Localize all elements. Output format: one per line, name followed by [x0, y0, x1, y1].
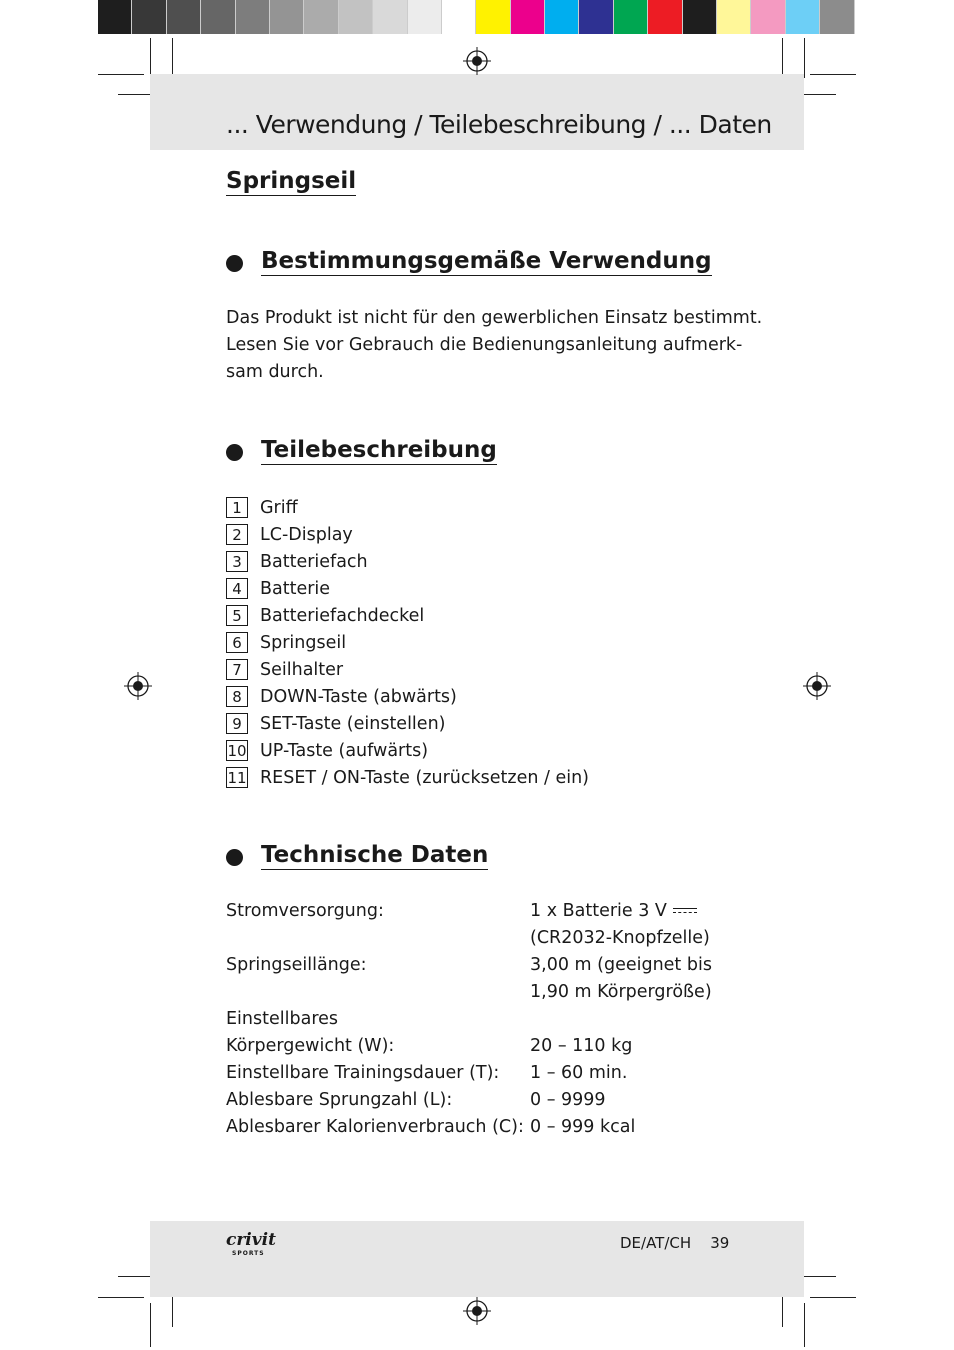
crop-mark [810, 1297, 856, 1298]
color-swatch [373, 0, 407, 34]
crop-mark [150, 38, 151, 78]
part-label: Springseil [260, 632, 347, 653]
spec-label: Springseillänge: [226, 955, 367, 975]
spec-label: Körpergewicht (W): [226, 1036, 395, 1056]
usage-line: sam durch. [226, 362, 324, 382]
color-swatch [717, 0, 751, 34]
section-bullet-icon [226, 444, 243, 461]
list-item [226, 764, 589, 791]
table-row [226, 898, 712, 925]
tech-specs-table [226, 898, 712, 1141]
part-number: 7 [226, 659, 248, 680]
part-number: 1 [226, 497, 248, 518]
color-calibration-strip [98, 0, 856, 36]
color-swatch [132, 0, 166, 34]
spec-value: 0 – 9999 [530, 1090, 606, 1110]
list-item [226, 548, 589, 575]
part-number: 8 [226, 686, 248, 707]
spec-label: Ablesbare Sprungzahl (L): [226, 1090, 453, 1110]
color-swatch [442, 0, 476, 34]
list-item [226, 656, 589, 683]
part-label: UP-Taste (aufwärts) [260, 740, 429, 761]
page-number: 39 [710, 1234, 730, 1252]
part-number: 6 [226, 632, 248, 653]
crop-mark [98, 74, 144, 75]
spec-value: 20 – 110 kg [530, 1036, 633, 1056]
spec-label: Einstellbares [226, 1009, 339, 1029]
table-row [226, 1033, 712, 1060]
list-item [226, 737, 589, 764]
spec-value [530, 898, 697, 925]
product-title: Springseil [226, 168, 357, 194]
color-swatch [579, 0, 613, 34]
section-bullet-icon [226, 849, 243, 866]
color-swatch [786, 0, 820, 34]
registration-mark-icon [802, 671, 832, 701]
list-item [226, 494, 589, 521]
page-header-title: ... Verwendung / Teilebeschreibung / ... Daten [226, 110, 772, 139]
dc-symbol-icon [673, 906, 697, 916]
color-swatch [98, 0, 132, 34]
spec-value: 3,00 m (geeignet bis [530, 955, 712, 975]
footer-locale-page [620, 1234, 729, 1252]
list-item [226, 710, 589, 737]
color-swatch [545, 0, 579, 34]
spec-value: 1 – 60 min. [530, 1063, 628, 1083]
crop-mark [98, 1297, 144, 1298]
spec-value: 1,90 m Körpergröße) [530, 982, 712, 1002]
part-label: LC-Display [260, 524, 353, 545]
spec-value: (CR2032-Knopfzelle) [530, 928, 710, 948]
brand-logo-sub: SPORTS [232, 1250, 265, 1257]
table-row [226, 1006, 712, 1033]
list-item [226, 575, 589, 602]
footer-locale: DE/AT/CH [620, 1234, 692, 1252]
part-number: 2 [226, 524, 248, 545]
crop-mark [804, 38, 805, 78]
crop-mark [810, 74, 856, 75]
table-row [226, 952, 712, 979]
spec-label: Einstellbare Trainingsdauer (T): [226, 1063, 500, 1083]
table-row [226, 1087, 712, 1114]
part-label: Seilhalter [260, 659, 344, 680]
spec-value-text: 1 x Batterie 3 V [530, 901, 667, 921]
table-row [226, 925, 712, 952]
part-label: Batteriefach [260, 551, 368, 572]
crop-mark [172, 1293, 173, 1327]
table-row [226, 1114, 712, 1141]
part-number: 9 [226, 713, 248, 734]
section-heading-tech: Technische Daten [261, 842, 489, 868]
color-swatch [408, 0, 442, 34]
list-item [226, 602, 589, 629]
color-swatch [339, 0, 373, 34]
part-label: SET-Taste (einstellen) [260, 713, 446, 734]
crop-mark [118, 1276, 154, 1277]
spec-value: 0 – 999 kcal [530, 1117, 636, 1137]
section-bullet-icon [226, 255, 243, 272]
part-number: 10 [227, 741, 247, 760]
part-label: DOWN-Taste (abwärts) [260, 686, 457, 707]
table-row [226, 979, 712, 1006]
crop-mark [782, 38, 783, 78]
color-swatch [304, 0, 338, 34]
spec-label: Stromversorgung: [226, 901, 384, 921]
part-label: Griff [260, 497, 298, 518]
part-number: 5 [226, 605, 248, 626]
spec-label [226, 979, 530, 1006]
list-item [226, 521, 589, 548]
spec-label: Ablesbarer Kalorienverbrauch (C): [226, 1117, 524, 1137]
color-swatch [614, 0, 648, 34]
usage-line: Das Produkt ist nicht für den gewerblichen Einsatz bestimmt. [226, 308, 763, 328]
list-item [226, 629, 589, 656]
color-swatch [511, 0, 545, 34]
table-row [226, 1060, 712, 1087]
parts-list [226, 494, 589, 791]
spec-label [226, 925, 530, 952]
section-heading-usage: Bestimmungsgemäße Verwendung [261, 248, 712, 274]
part-number: 11 [227, 768, 247, 787]
part-label: RESET / ON-Taste (zurücksetzen / ein) [260, 767, 589, 788]
color-swatch [476, 0, 510, 34]
part-label: Batteriefachdeckel [260, 605, 425, 626]
brand-logo: crivit [226, 1230, 276, 1250]
usage-paragraph [226, 305, 762, 386]
crop-mark [118, 94, 154, 95]
part-number: 4 [226, 578, 248, 599]
color-swatch [683, 0, 717, 34]
part-label: Batterie [260, 578, 331, 599]
crop-mark [800, 94, 836, 95]
color-swatch [820, 0, 854, 34]
color-swatch [751, 0, 785, 34]
color-swatch [167, 0, 201, 34]
color-swatch [270, 0, 304, 34]
crop-mark [150, 1303, 151, 1347]
crop-mark [172, 38, 173, 78]
crop-mark [804, 1303, 805, 1347]
list-item [226, 683, 589, 710]
part-number: 3 [226, 551, 248, 572]
usage-line: Lesen Sie vor Gebrauch die Bedienungsanleitung aufmerk- [226, 335, 743, 355]
crop-mark [800, 1276, 836, 1277]
registration-mark-icon [123, 671, 153, 701]
crop-mark [782, 1293, 783, 1327]
color-swatch [236, 0, 270, 34]
registration-mark-icon [462, 1296, 492, 1326]
color-swatch [648, 0, 682, 34]
section-heading-parts: Teilebeschreibung [261, 437, 497, 463]
color-swatch [201, 0, 235, 34]
registration-mark-icon [462, 46, 492, 76]
